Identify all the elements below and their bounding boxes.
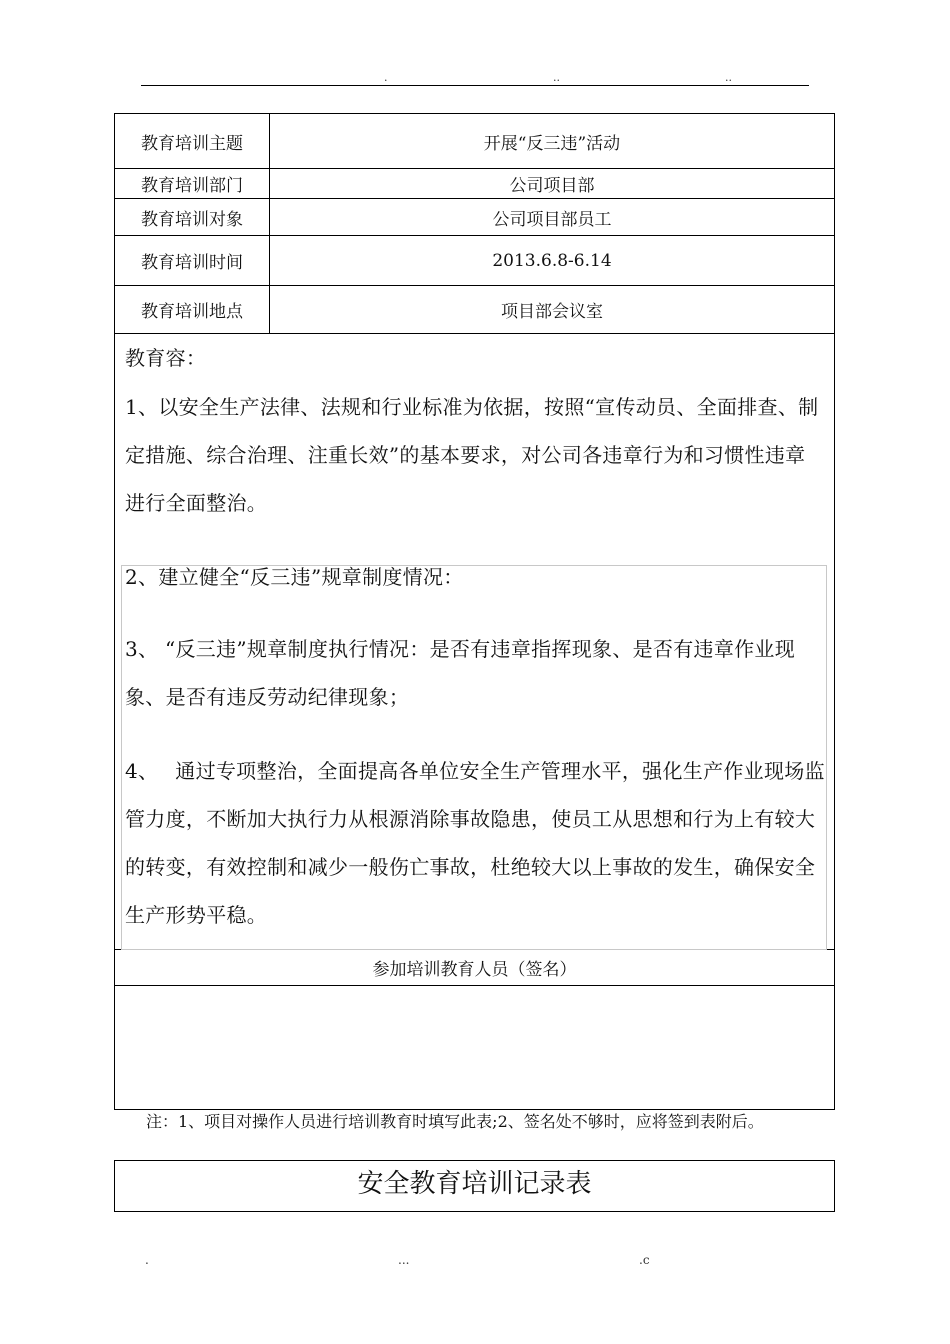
value-department: 公司项目部 [509,176,595,196]
content-item-4: 4、 通过专项整治，全面提高各单位安全生产管理水平，强化生产作业现场监管力度，不断加大执行力从根源消除事故隐患，使员工从思想和行为上有较大的转变，有效控制和减少一般伤亡事故，杜绝较大以上事故的发生，确保安全生产形势平稳。 [125,759,825,927]
value-location: 项目部会议室 [501,302,603,322]
label-topic: 教育培训主题 [115,114,270,168]
label-department: 教育培训部门 [115,169,270,198]
footer-mark: ... [398,1253,410,1267]
form-title: 安全教育培训记录表 [357,1169,592,1199]
label-time: 教育培训时间 [115,236,270,285]
form-title-box [114,1160,835,1212]
education-content [115,334,834,950]
header-mark: . [384,71,388,84]
row-time [115,236,834,286]
label-location: 教育培训地点 [115,286,270,333]
training-record-table [114,113,835,1110]
row-audience [115,199,834,236]
footer-mark: . [145,1253,149,1267]
row-location [115,286,834,334]
content-item-3: 3、 “反三违”规章制度执行情况：是否有违章指挥现象、是否有违章作业现象、是否有违反劳动纪律现象； [125,637,796,709]
value-time: 2013.6.8-6.14 [492,250,612,271]
content-item-1: 1、以安全生产法律、法规和行业标准为依据，按照“宣传动员、全面排查、制定措施、综合治理、注重长效”的基本要求，对公司各违章行为和习惯性违章进行全面整治。 [125,395,819,515]
content-item-2: 2、建立健全“反三违”规章制度情况： [125,565,464,589]
form-note: 注：1、项目对操作人员进行培训教育时填写此表;2、签名处不够时，应将签到表附后。 [146,1112,764,1131]
content-heading: 教育容： [125,346,207,370]
label-audience: 教育培训对象 [115,199,270,235]
header-mark: .. [725,71,732,84]
value-topic: 开展“反三违”活动 [483,133,621,154]
footer-mark: .c [639,1253,650,1267]
signature-area[interactable] [115,986,834,1108]
value-audience: 公司项目部员工 [492,209,612,230]
signature-header: 参加培训教育人员（签名） [115,950,834,986]
row-department [115,169,834,199]
row-topic [115,114,834,169]
header-rule [141,85,809,86]
header-mark: .. [553,71,560,84]
